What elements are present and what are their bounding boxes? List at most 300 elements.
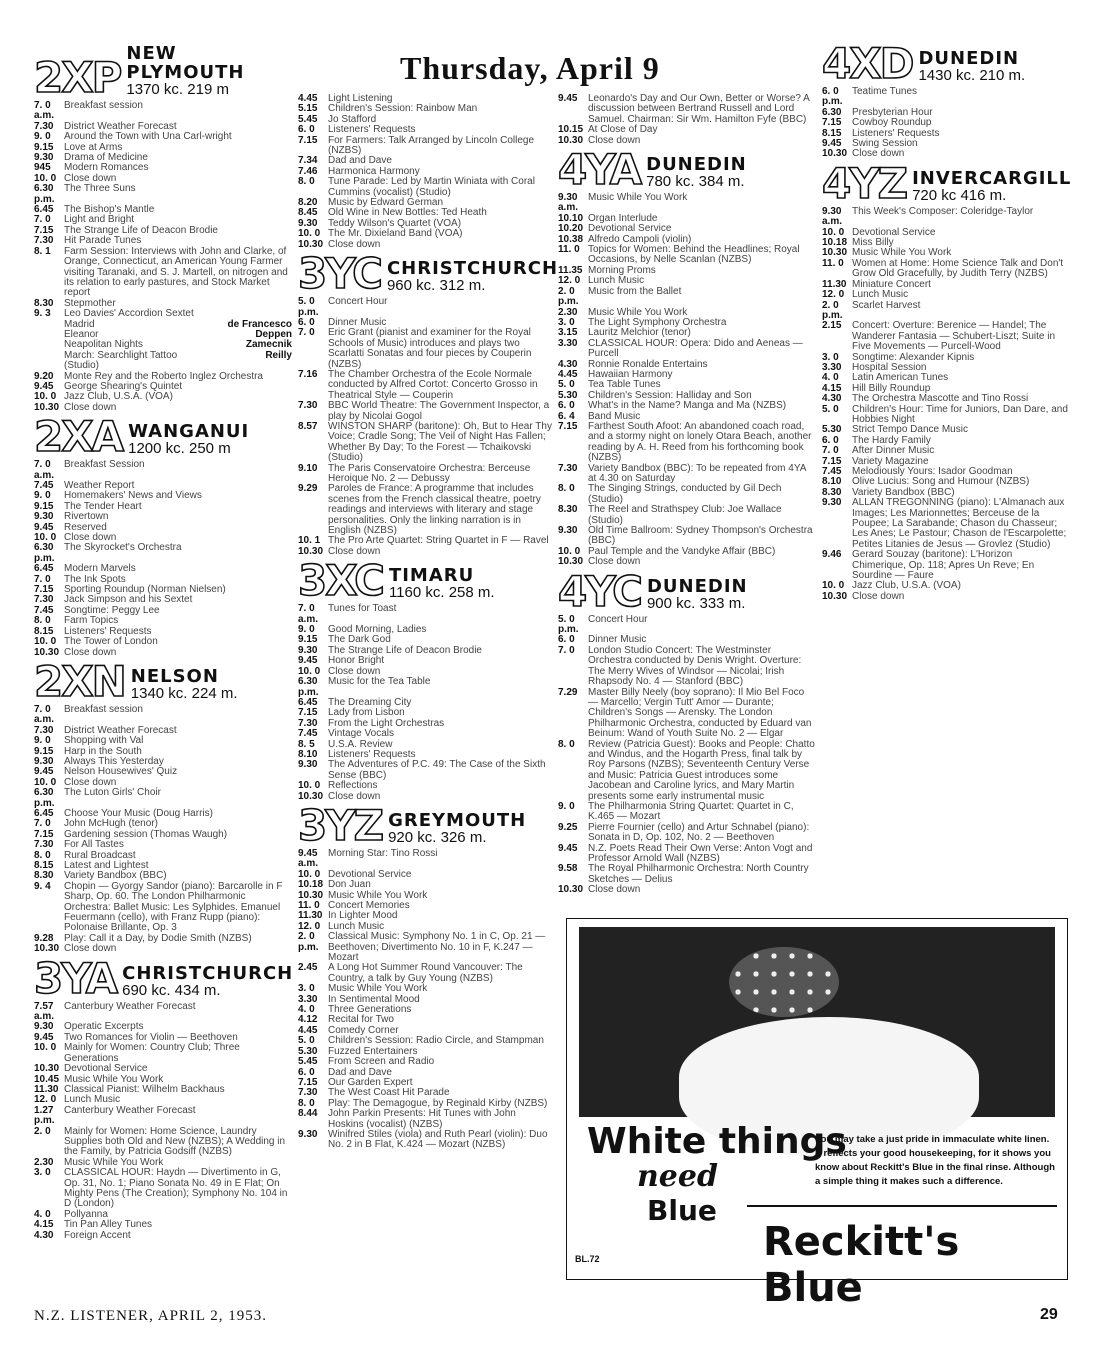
time: 9.30 a.m.	[558, 192, 579, 214]
station-call-sign: 3YA	[34, 953, 117, 1003]
time: 8. 5	[298, 738, 315, 750]
time: 8.30	[822, 486, 842, 498]
station-info	[126, 44, 292, 98]
time: 7.30	[34, 839, 54, 851]
programme: The Strange Life of Deacon Brodie	[328, 644, 482, 656]
programme: Concert Hour	[328, 296, 388, 308]
time: 8. 0	[558, 738, 575, 750]
time: 6.30 p.m.	[34, 542, 55, 564]
time: 9. 0	[298, 624, 315, 636]
time: 10. 0	[298, 228, 321, 240]
programme: Pierre Fournier (cello) and Artur Schnabel (piano): Sonata in D, Op. 102, No. 2 — Beethoven	[588, 821, 810, 844]
programme: Music from the Ballet	[588, 285, 682, 297]
programme: Lunch Music	[328, 920, 385, 932]
programme: Tune Parade: Led by Martin Winiata with Coral Cummins (vocalist) (Studio)	[328, 176, 535, 198]
programme: Chopin — Gyorgy Sandor (piano): Barcarolle in F Sharp, Op. 60. The London Philharmonic Orchestra: Ballet Music: Les Sylphides. Emanuel Feuermann (cello), with Franz Rupp (piano): Polonaise Brillante, Op. 3	[64, 880, 283, 934]
programme: Operatic Excerpts	[64, 1021, 144, 1033]
time: 5. 0 p.m.	[298, 296, 319, 318]
time: 9.15	[34, 745, 54, 757]
schedule-row	[34, 1106, 292, 1127]
programme: Good Morning, Ladies	[328, 624, 427, 636]
programme: Lunch Music	[852, 289, 909, 301]
time: 5. 0	[558, 379, 575, 391]
time: 9. 0	[34, 490, 51, 502]
time: 6.45	[34, 807, 54, 819]
schedule-row	[34, 736, 292, 746]
programme: Strict Tempo Dance Music	[852, 424, 968, 436]
programme: Listeners' Requests	[852, 127, 940, 139]
programme: Honor Bright	[328, 655, 385, 667]
programme: Jack Simpson and his Sextet	[64, 594, 193, 606]
programme: John McHugh (tenor)	[64, 818, 158, 830]
station-info	[646, 155, 747, 190]
station-call-sign: 3YC	[298, 249, 381, 299]
station-city: DUNEDIN	[646, 154, 747, 176]
programme: Music While You Work	[328, 983, 428, 995]
time: 10.30	[558, 556, 584, 568]
programme: The Mr. Dixieland Band (VOA)	[328, 228, 463, 240]
programme: Stepmother	[64, 297, 116, 309]
programme: The Tender Heart	[64, 500, 142, 512]
time: 3. 0	[558, 316, 575, 328]
programme: Close down	[328, 238, 381, 250]
programme: Music for the Tea Table	[328, 676, 431, 688]
time: 10.18	[822, 237, 848, 249]
piece-title: Madrid	[64, 318, 95, 330]
programme: Close down	[64, 776, 117, 788]
time: 10.30	[298, 238, 324, 250]
programme: Children's Session: Radio Circle, and Stampman	[328, 1035, 544, 1047]
station-city: DUNEDIN	[918, 48, 1020, 69]
time: 7. 0	[34, 214, 51, 226]
programme: Breakfast Session	[64, 459, 145, 471]
station-city: TIMARU	[388, 565, 475, 587]
time: 10. 0	[822, 226, 845, 238]
time: 1.27 p.m.	[34, 1104, 55, 1127]
schedule-row	[34, 184, 292, 205]
time: 10.38	[558, 233, 584, 245]
programme: The West Coast Hit Parade	[328, 1087, 450, 1099]
time: 7.45	[34, 604, 54, 616]
time: 7.15	[34, 584, 54, 596]
piece-title: Eleanor	[64, 328, 99, 340]
time: 10.30	[558, 884, 584, 896]
column-2	[298, 93, 559, 1151]
time: 10.30	[822, 148, 848, 160]
time: 9.45	[822, 138, 842, 150]
programme: Devotional Service	[64, 1063, 148, 1075]
programme: Mainly for Women: Home Science, Laundry Supplies both Old and New (NZBS); A Wedding in the Family, by Patricia Godsiff (NZBS)	[64, 1125, 286, 1158]
programme: The Dark God	[328, 634, 391, 646]
time: 2. 0	[34, 1125, 51, 1137]
programme: CLASSICAL HOUR: Haydn — Divertimento in G, Op. 31, No. 1; Piano Sonata No. 49 in E Flat; On Mighty Pens (The Creation); Symphony No. 104 in D (London)	[64, 1167, 288, 1210]
time: 9.30	[34, 511, 54, 523]
time: 10.30	[822, 590, 848, 602]
time: 10. 0	[34, 1042, 57, 1054]
time: 10.30	[298, 889, 324, 901]
programme: Melodiously Yours: Isador Goodman	[852, 466, 1013, 477]
time: 9.15	[298, 634, 318, 646]
programme: Concert Hour	[588, 613, 648, 625]
time: 10.15	[558, 124, 584, 136]
time: 7.15	[298, 1076, 318, 1088]
station-city: CHRISTCHURCH	[122, 962, 294, 984]
time: 11. 0	[298, 900, 320, 911]
station-frequency: 1200 kc. 250 m	[128, 440, 231, 458]
programme: Concert: Overture: Berenice — Handel; The Wanderer Fantasia — Schubert-Liszt; Suite in Five Movements — Purcell-Wood	[852, 320, 1056, 353]
flowers-image	[729, 947, 839, 1017]
programme: Miss Billy	[852, 237, 894, 249]
programme: Close down	[64, 401, 117, 413]
programme: Listeners' Requests	[328, 124, 416, 136]
station-frequency: 1160 kc. 258 m.	[388, 584, 495, 602]
time: 9.30	[298, 759, 318, 771]
time: 10. 0	[822, 580, 845, 592]
time: 9.30 a.m.	[822, 205, 843, 228]
time: 2. 0 p.m.	[822, 299, 843, 321]
programme: Comedy Corner	[328, 1024, 399, 1036]
schedule-row	[34, 101, 292, 122]
schedule-row	[822, 550, 1068, 581]
programme: The Singing Strings, conducted by Gil Dech (Studio)	[588, 483, 782, 505]
programme: The Philharmonia String Quartet: Quartet in C, K.465 — Mozart	[588, 800, 794, 823]
programme: Weather Report	[64, 480, 135, 491]
schedule-row	[298, 760, 552, 781]
programme: Variety Magazine	[852, 455, 929, 467]
time: 6. 4	[558, 410, 575, 422]
station-city: GREYMOUTH	[388, 809, 527, 831]
programme: For All Tastes	[64, 839, 124, 851]
time: 3.30	[822, 361, 842, 373]
station-call-sign: 4XD	[822, 39, 913, 88]
time: 7. 0	[298, 327, 315, 339]
programme: Jazz Club, U.S.A. (VOA)	[852, 580, 961, 592]
station-info	[388, 811, 526, 846]
time: 9.30	[34, 755, 54, 767]
programme: From the Light Orchestras	[328, 717, 445, 729]
schedule-row	[558, 464, 816, 485]
programme: Farthest South Afoot: An abandoned coach road, and a stormy night on lonely Otara Beach, another reading by A. H. Reed from his forthcoming book (NZBS)	[588, 420, 812, 464]
time: 8.30	[558, 504, 578, 516]
programme: Choose Your Music (Doug Harris)	[64, 807, 213, 819]
programme: Close down	[328, 665, 381, 677]
time: 11.35	[558, 264, 583, 276]
schedule-row	[822, 207, 1068, 228]
time: 9.20	[34, 370, 54, 382]
time: 9.30	[822, 497, 842, 509]
programme: Presbyterian Hour	[852, 106, 933, 118]
programme: Don Juan	[328, 879, 371, 891]
station-info	[122, 964, 293, 999]
schedule-row	[298, 1130, 552, 1151]
time: 7. 0 a.m.	[34, 703, 55, 726]
column-4	[822, 39, 1072, 602]
time: 6. 0	[558, 634, 575, 646]
schedule-row	[298, 677, 552, 698]
programme: Old Wine in New Bottles: Ted Heath	[328, 207, 487, 219]
schedule-row	[34, 1064, 292, 1074]
time: 12. 0	[822, 289, 845, 301]
time: 5.30	[558, 389, 578, 401]
programme: Close down	[588, 556, 641, 568]
time: 10. 0	[34, 172, 57, 184]
time: 8.15	[34, 860, 54, 871]
time: 7.30	[34, 594, 54, 606]
station-call-sign: 4YZ	[822, 158, 907, 208]
station-frequency: 920 kc. 326 m.	[388, 828, 487, 846]
schedule-row	[298, 1057, 552, 1067]
time: 945	[34, 162, 51, 174]
time: 8. 0	[34, 615, 51, 627]
programme: The Light Symphony Orchestra	[588, 316, 727, 328]
station-info	[387, 259, 558, 294]
programme: The Orchestra Mascotte and Tino Rossi	[852, 393, 1029, 405]
station-header	[298, 249, 559, 299]
time: 7. 0	[558, 644, 575, 656]
schedule-row	[558, 339, 816, 360]
advert-headline-need: need	[637, 1159, 718, 1194]
time: 8.15	[34, 625, 54, 637]
programme: Music While You Work	[64, 1073, 164, 1085]
time: 7.30	[34, 724, 54, 736]
time: 9.30	[298, 644, 318, 656]
programme: Swing Session	[852, 138, 918, 150]
time: 7.30	[298, 717, 318, 729]
time: 9.25	[558, 821, 578, 833]
time: 3.15	[558, 327, 578, 339]
schedule-row	[34, 637, 292, 647]
time: 10.18	[298, 879, 324, 891]
time: 9.29	[298, 483, 318, 495]
programme: Vintage Vocals	[328, 728, 394, 740]
programme: John Parkin Presents: Hit Tunes with John Hoskins (vocalist) (NZBS)	[328, 1108, 516, 1130]
schedule-row	[558, 526, 816, 547]
programme: Close down	[852, 590, 905, 602]
programme: Modern Marvels	[64, 563, 136, 575]
programme: Concert Memories	[328, 900, 410, 911]
time: 5.15	[298, 103, 318, 115]
programme: Always This Yesterday	[64, 755, 164, 767]
programme: Hill Billy Roundup	[852, 382, 931, 394]
schedule-row	[34, 788, 292, 809]
schedule-row	[558, 193, 816, 214]
schedule-row	[558, 802, 816, 823]
programme: George Shearing's Quintet	[64, 380, 183, 392]
station-info	[918, 49, 1025, 84]
time: 10.20	[558, 223, 584, 235]
programme: Fuzzed Entertainers	[328, 1045, 418, 1057]
advert-photo	[579, 927, 1055, 1117]
time: 7.45	[822, 466, 842, 477]
programme: The Skyrocket's Orchestra	[64, 542, 182, 554]
time: 7.15	[558, 420, 578, 432]
schedule-row	[822, 405, 1068, 426]
programme: London Studio Concert: The Westminster Orchestra conducted by Denis Wright. Overture: The Merry Wives of Windsor — Nicolai; Irish Rhapsody No. 4 — Stanford (BBC)	[588, 644, 802, 688]
time: 4. 0	[34, 1208, 51, 1220]
time: 8.44	[298, 1108, 318, 1120]
programme: Music While You Work	[852, 247, 952, 259]
schedule-row	[298, 781, 552, 791]
programme: Light Listening	[328, 93, 393, 104]
piece-title: Neapolitan Nights	[64, 339, 143, 351]
programme: Music While You Work	[328, 889, 428, 901]
time: 9. 0	[34, 131, 51, 143]
schedule-row	[558, 823, 816, 844]
schedule-row	[822, 290, 1068, 300]
time: 10.10	[558, 212, 584, 224]
time: 7.29	[558, 686, 578, 698]
time: 8.57	[298, 420, 318, 432]
programme: The Luton Girls' Choir	[64, 787, 161, 799]
programme: Variety Bandbox (BBC)	[64, 870, 167, 882]
time: 9.30	[34, 1021, 54, 1033]
programme: Classical Pianist: Wilhelm Backhaus	[64, 1083, 225, 1095]
day-title: Thursday, April 9	[400, 50, 660, 86]
station-frequency: 1340 kc. 224 m.	[130, 684, 238, 702]
programme: Children's Hour: Time for Juniors, Dan Dare, and Hobbies Night	[852, 403, 1068, 425]
time: 9.45	[558, 842, 578, 854]
programme: Tin Pan Alley Tunes	[64, 1219, 153, 1231]
programme: Two Romances for Violin — Beethoven	[64, 1031, 238, 1043]
time: 9.58	[558, 863, 578, 875]
time: 11.30	[34, 1083, 59, 1095]
programme: Miniature Concert	[852, 278, 931, 290]
time: 7.30	[298, 1087, 318, 1099]
time: 3. 0	[34, 1167, 51, 1179]
piece-title: March: Searchlight Tattoo	[64, 349, 178, 361]
time: 4.30	[558, 358, 578, 370]
schedule-row	[558, 864, 816, 885]
programme: Review (Patricia Guest): Books and People: Chatto and Windus, and the Hogarth Press, final talk by Roy Parsons (NZBS); Seventeenth Century Verse and Music: Patricia Guest introduces some Jacobean and Caroline lyrics, and Mary Martin presents some early instrumental music	[588, 738, 815, 802]
programme: Homemakers' News and Views	[64, 490, 202, 502]
time: 9.30	[298, 217, 318, 229]
time: 7.15	[34, 224, 54, 236]
station-city: WANGANUI	[128, 421, 250, 443]
advert-brand: Reckitt's Blue	[763, 1219, 960, 1311]
station-info	[389, 566, 495, 601]
advert-headline: White things	[587, 1121, 847, 1162]
time: 9.45	[298, 655, 318, 667]
programme: District Weather Forecast	[64, 724, 177, 736]
time: 6. 0 p.m.	[822, 86, 843, 108]
time: 10. 0	[298, 868, 321, 880]
programme: Rivertown	[64, 511, 109, 523]
time: 12. 0	[558, 275, 581, 287]
programme: Modern Romances	[64, 162, 149, 174]
composer: Deppen	[255, 328, 292, 340]
schedule-row	[558, 94, 816, 125]
time: 9.30	[558, 525, 578, 537]
programme: The Hardy Family	[852, 434, 931, 446]
time: 7.34	[298, 155, 318, 167]
programme: Reserved	[64, 521, 107, 533]
time: 10. 0	[298, 665, 321, 677]
time: 3. 0	[298, 983, 315, 995]
schedule-row	[298, 297, 552, 318]
station-header	[822, 39, 1068, 88]
station-header	[558, 145, 816, 195]
programme: Songtime: Peggy Lee	[64, 604, 160, 616]
time: 8.10	[822, 476, 842, 488]
time: 11. 0	[822, 257, 844, 269]
time: 9.15	[34, 500, 54, 512]
time: 10.30	[34, 401, 60, 413]
time: 9. 0	[558, 800, 575, 812]
time: 9.45	[34, 766, 54, 778]
time: 7. 0 a.m.	[298, 603, 319, 625]
schedule-row	[34, 1002, 292, 1023]
time: 7.16	[298, 368, 318, 380]
programme: Canterbury Weather Forecast	[64, 1104, 196, 1116]
time: 10. 0	[298, 780, 321, 792]
programme: Leonardo's Day and Our Own, Better or Worse? A discussion between Bertrand Russell and Lord Samuel. Chairman: Sir Wm. Hamilton Fyfe (BBC)	[588, 93, 810, 125]
station-info	[647, 577, 748, 612]
station-call-sign: 2XP	[34, 53, 121, 102]
time: 7. 0	[822, 445, 839, 457]
schedule-row	[558, 615, 816, 636]
time: 3.30	[298, 993, 318, 1005]
time: 6.45	[298, 696, 318, 708]
schedule-row	[558, 401, 816, 411]
station-city: DUNEDIN	[646, 575, 748, 597]
time: 9.10	[298, 462, 318, 474]
time: 4. 0	[298, 1004, 315, 1016]
time: 9.45	[558, 93, 578, 104]
programme: Hit Parade Tunes	[64, 235, 142, 247]
programme: Play: Call it a Day, by Dodie Smith (NZBS)	[64, 932, 252, 944]
schedule-row	[34, 882, 292, 934]
station-info	[128, 422, 249, 457]
station-header	[34, 412, 292, 462]
time: 7.45	[298, 728, 318, 740]
programme: Hospital Session	[852, 361, 927, 373]
programme: Pollyanna	[64, 1208, 108, 1220]
programme: Close down	[64, 646, 117, 658]
programme: Close down	[328, 545, 381, 557]
time: 12. 0	[298, 920, 321, 932]
time: 2.45	[298, 962, 318, 974]
programme: The Dreaming City	[328, 696, 412, 708]
time: 7.15	[298, 134, 318, 146]
station-info	[131, 667, 238, 702]
programme: Variety Bandbox (BBC): To be repeated from 4YA at 4.30 on Saturday	[588, 462, 806, 484]
time: 4.15	[34, 1219, 54, 1231]
time: 4.30	[34, 1229, 54, 1241]
schedule-row	[558, 740, 816, 802]
time: 10.45	[34, 1073, 60, 1085]
time: 8.20	[298, 197, 318, 209]
reckitts-blue-advert	[566, 918, 1068, 1311]
time: 11.30	[298, 910, 323, 922]
time: 10. 0	[34, 776, 57, 788]
programme: A Long Hot Summer Round Vancouver: The Country, a talk by Guy Young (NZBS)	[328, 962, 523, 984]
schedule-row	[34, 1231, 292, 1241]
time: 9.15	[34, 141, 54, 153]
station-city: CHRISTCHURCH	[386, 258, 559, 280]
time: 4.15	[822, 382, 842, 394]
programme: Reflections	[328, 780, 378, 792]
time: 7. 0	[34, 818, 51, 830]
programme: Breakfast session	[64, 703, 143, 715]
programme: U.S.A. Review	[328, 738, 393, 750]
schedule-row	[34, 460, 292, 481]
time: 7.30	[34, 120, 54, 132]
station-call-sign: 4YC	[558, 566, 641, 616]
schedule-row	[298, 328, 552, 370]
schedule-row	[822, 259, 1068, 280]
time: 5. 0 p.m.	[558, 613, 579, 636]
programme: WINSTON SHARP (baritone): Oh, But to Hear Thy Voice; Cradle Song; The Veil of Night Has Fallen; Whether By Day; To the Forest — Tchaikovski (Studio)	[328, 420, 552, 464]
